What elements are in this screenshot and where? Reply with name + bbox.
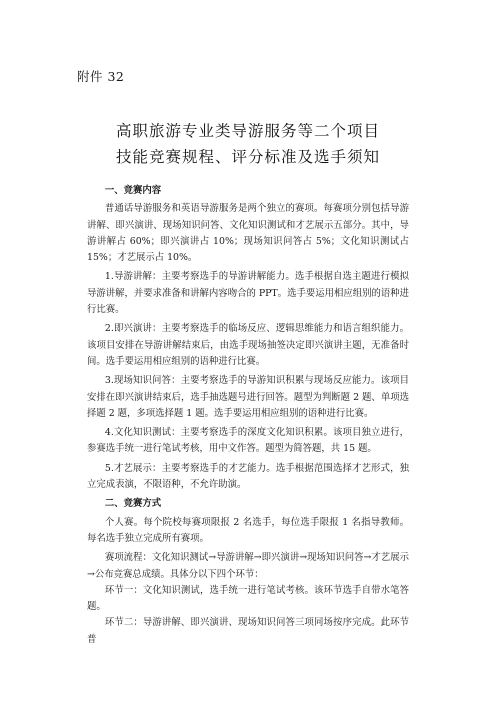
document-body: [87, 183, 409, 648]
paragraph-overview: 普通话导游服务和英语导游服务是两个独立的赛项。每赛项分别包括导游讲解、即兴演讲、现场知识问答、文化知识测试和才艺展示五部分。其中，导游讲解占 60%；即兴演讲占 10%；现场知识问答占 5%；文化知识测试占 15%；才艺展示占 10%。: [87, 203, 409, 264]
paragraph-item-2: 2.即兴演讲：主要考察选手的临场反应、逻辑思维能力和语言组织能力。该项目安排在导游讲解结束后，由选手现场抽签决定即兴演讲主题，无准备时间。选手要运用相应组别的语种进行比赛。: [87, 323, 409, 367]
section-heading-contents: 一、竞赛内容: [104, 185, 162, 196]
paragraph-item-5: 5.才艺展示：主要考察选手的才艺能力。选手根据范围选择才艺形式，独立完成表演，不限语种，不允许助演。: [87, 462, 409, 491]
paragraph-stage-1: 环节一：文化知识测试，选手统一进行笔试考核。该环节选手自带水笔答题。: [87, 584, 409, 613]
attachment-label: 附件 32: [77, 69, 125, 84]
document-title-line-2: 技能竞赛规程、评分标准及选手须知: [115, 148, 380, 166]
paragraph-individual: 个人赛。每个院校每赛项限报 2 名选手，每位选手限报 1 名指导教师。每名选手独立完成所有赛项。: [87, 516, 409, 544]
paragraph-item-3: 3.现场知识问答：主要考察选手的导游知识积累与现场反应能力。该项目安排在即兴演讲结束后，选手抽选题号进行回答。题型为判断题 2 题、单项选择题 2 题，多项选择题 1 题。选手要运用相应组别的语种进行比赛。: [87, 375, 409, 419]
document-title-line-1: 高职旅游专业类导游服务等二个项目: [115, 122, 380, 140]
paragraph-item-1: 1.导游讲解：主要考察选手的导游讲解能力。选手根据自选主题进行模拟导游讲解，并要求准备和讲解内容吻合的 PPT。选手要运用相应组别的语种进行比赛。: [87, 271, 409, 316]
paragraph-process: 赛项流程：文化知识测试→导游讲解→即兴演讲→现场知识问答→才艺展示→公布竞赛总成绩。具体分以下四个环节：: [87, 552, 409, 580]
paragraph-item-4: 4.文化知识测试：主要考察选手的深度文化知识积累。该项目独立进行，参赛选手统一进行笔试考核，用中文作答。题型为简答题，共 15 题。: [87, 427, 409, 455]
section-heading-method: 二、竞赛方式: [104, 498, 162, 510]
paragraph-stage-2: 环节二：导游讲解、即兴演讲、现场知识问答三项同场按序完成。此环节普: [87, 617, 409, 645]
